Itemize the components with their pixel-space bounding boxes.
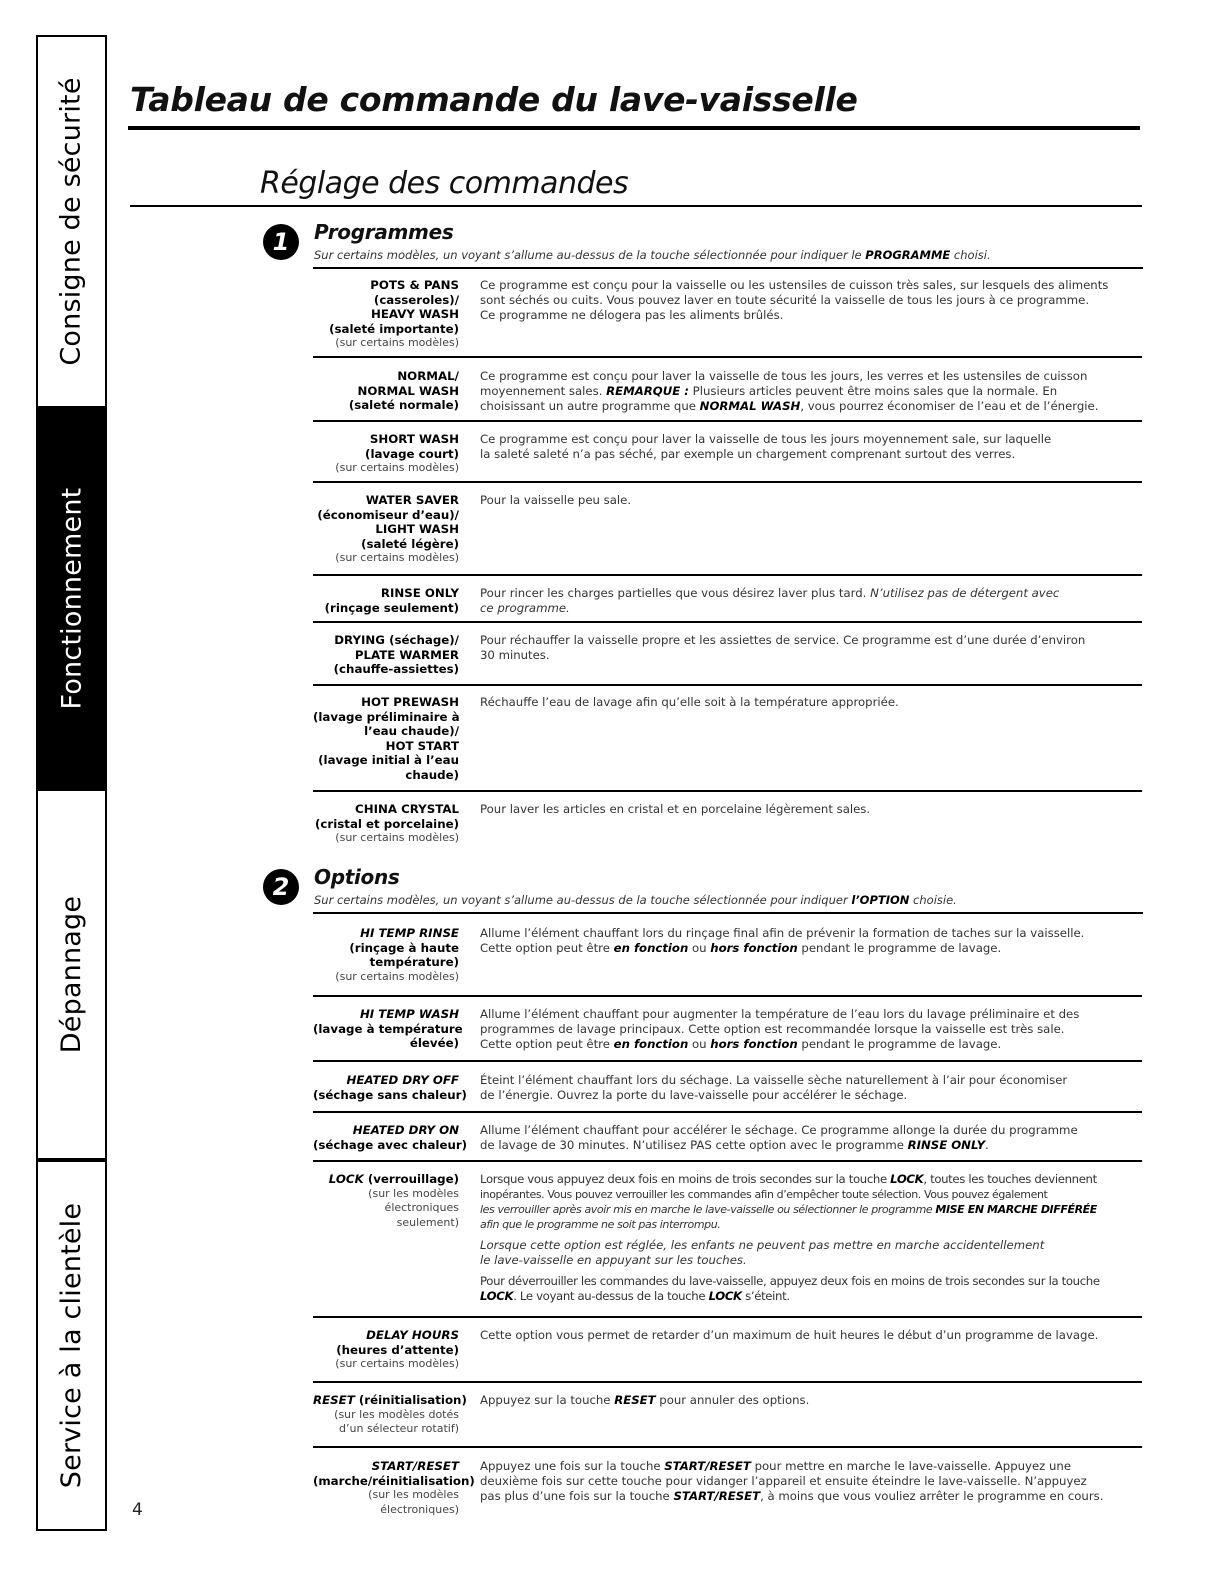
row-divider xyxy=(313,481,1142,483)
control-name-line xyxy=(313,1007,459,1022)
row-divider xyxy=(313,1111,1142,1113)
description-line: Cette option peut être en fonction ou hors fonction pendant le programme de lavage. xyxy=(480,1037,1002,1051)
description-line: Ce programme est conçu pour la vaisselle ou les ustensiles de cuisson très sales, sur lesquels des aliments xyxy=(480,278,1109,292)
control-name-line: (rinçage seulement) xyxy=(324,600,459,615)
control-key-name: DELAY HOURS xyxy=(366,1328,459,1342)
description-line: Allume l’élément chauffant lors du rinçage final afin de prévenir la formation de taches sur la vaisselle. xyxy=(480,926,1085,940)
description-line: choisissant un autre programme que NORMAL WASH, vous pourrez économiser de l’eau et de l’énergie. xyxy=(480,399,1099,413)
side-tab-securite[interactable] xyxy=(36,35,107,408)
description-line: Appuyez sur la touche RESET pour annuler des options. xyxy=(480,1393,810,1407)
description-line: Pour rincer les charges partielles que vous désirez laver plus tard. N’utilisez pas de détergent avec xyxy=(480,586,1060,600)
row-divider xyxy=(313,1160,1142,1162)
control-name-line: PLATE WARMER xyxy=(354,647,459,662)
control-name-line: (saleté importante) xyxy=(329,321,459,336)
model-note: électroniques xyxy=(384,1201,459,1215)
description-line: Éteint l’élément chauffant lors du séchage. La vaisselle sèche naturellement à l’air pour économiser xyxy=(480,1073,1068,1087)
control-description xyxy=(480,586,1142,616)
control-name-line: élevée) xyxy=(409,1036,459,1051)
section-divider xyxy=(130,205,1142,207)
description-line: Cette option vous permet de retarder d’un maximum de huit heures le début d’un programme de lavage. xyxy=(480,1328,1099,1342)
model-note: (sur les modèles xyxy=(368,1186,459,1200)
control-name xyxy=(313,369,459,413)
control-description xyxy=(480,1123,1142,1153)
description-line: Allume l’élément chauffant pour accélérer le séchage. Ce programme allonge la durée du programme xyxy=(480,1123,1078,1137)
title-divider xyxy=(128,126,1140,130)
description-line: programmes de lavage principaux. Cette option est recommandée lorsque la vaisselle est très sale. xyxy=(480,1022,1065,1036)
control-name-line xyxy=(313,1328,459,1343)
control-name-line: WATER SAVER xyxy=(365,493,459,507)
description-line: la saleté saleté n’a pas séché, par exemple un chargement comprenant surtout des verres. xyxy=(480,447,1016,461)
number-badge: 2 xyxy=(263,869,299,905)
side-navigation xyxy=(36,35,107,1531)
control-description xyxy=(480,1459,1142,1504)
row-divider xyxy=(313,684,1142,686)
description-line: Ce programme est conçu pour laver la vaisselle de tous les jours moyennement sale, sur laquelle xyxy=(480,432,1052,446)
control-name xyxy=(313,633,459,677)
description-line: LOCK. Le voyant au-dessus de la touche LOCK s’éteint. xyxy=(480,1289,790,1303)
control-name-line: NORMAL/ xyxy=(397,369,459,383)
side-tab-label: Fonctionnement xyxy=(56,487,87,710)
control-name-line xyxy=(313,926,459,941)
control-name-line xyxy=(313,1123,459,1138)
description-line: deuxième fois sur cette touche pour vidanger l’appareil et ensuite éteindre le lave-vaisselle. N’appuyez xyxy=(480,1474,1087,1488)
control-description xyxy=(480,1328,1142,1343)
control-key-name: HI TEMP WASH xyxy=(359,1007,459,1021)
control-name xyxy=(313,1328,459,1372)
description-line: moyennement sales. REMARQUE : Plusieurs articles peuvent être moins sales que la normale. En xyxy=(480,384,1058,398)
programmes-title: Programmes xyxy=(314,220,454,244)
page-title: Tableau de commande du lave-vaisselle xyxy=(130,80,858,119)
control-name xyxy=(313,586,459,615)
description-line: 30 minutes. xyxy=(480,648,550,662)
side-tab-label: Consigne de sécurité xyxy=(56,77,88,366)
control-name-line: LIGHT WASH xyxy=(375,522,459,537)
description-line: de l’énergie. Ouvrez la porte du lave-vaisselle pour accélérer le séchage. xyxy=(480,1088,908,1102)
control-description xyxy=(480,1073,1142,1103)
side-tab-fonctionnement[interactable] xyxy=(36,408,107,789)
control-name-line: NORMAL WASH xyxy=(357,383,459,398)
description-line: Pour la vaisselle peu sale. xyxy=(480,493,632,507)
control-name xyxy=(313,432,459,476)
control-name-line: (chauffe-assiettes) xyxy=(333,662,459,677)
control-name xyxy=(313,802,459,846)
control-name xyxy=(313,1123,468,1152)
control-name-line: (séchage avec chaleur) xyxy=(313,1137,468,1152)
control-name-line: RINSE ONLY xyxy=(380,586,459,600)
control-name-line xyxy=(313,1172,459,1187)
control-description xyxy=(480,278,1142,323)
control-name-line xyxy=(313,1073,459,1088)
control-name-line: HEAVY WASH xyxy=(370,307,459,322)
control-description xyxy=(480,802,1142,817)
control-name xyxy=(313,493,459,566)
side-tab-label: Service à la clientèle xyxy=(56,1202,88,1489)
model-note: (sur les modèles dotés xyxy=(334,1407,459,1421)
description-line: pas plus d’une fois sur la touche START/RESET, à moins que vous vouliez arrêter le programme en cours. xyxy=(480,1489,1104,1503)
control-name xyxy=(313,1073,467,1102)
control-name xyxy=(313,926,459,984)
control-name-line: (saleté légère) xyxy=(361,536,459,551)
control-key-suffix: (verrouillage) xyxy=(363,1172,459,1186)
control-name-line: (lavage court) xyxy=(365,446,459,461)
control-name-line: (rinçage à haute xyxy=(349,940,459,955)
control-name-line: (marche/réinitialisation) xyxy=(313,1473,475,1488)
control-name-line: (saleté normale) xyxy=(348,398,459,413)
number-badge: 1 xyxy=(263,224,299,260)
model-note: (sur certains modèles) xyxy=(335,831,459,845)
control-description xyxy=(480,695,1142,710)
row-divider xyxy=(313,356,1142,358)
heading-divider xyxy=(313,912,1143,914)
model-note: (sur certains modèles) xyxy=(335,336,459,350)
control-key-name: HEATED DRY ON xyxy=(352,1123,459,1137)
model-note: (sur certains modèles) xyxy=(335,1357,459,1371)
description-line: sont séchés ou cuits. Vous pouvez laver en toute sécurité la vaisselle de tous les jours à ce programme. xyxy=(480,293,1090,307)
model-note: électroniques) xyxy=(380,1502,459,1516)
control-description xyxy=(480,1172,1142,1304)
description-line: de lavage de 30 minutes. N’utilisez PAS cette option avec le programme RINSE ONLY. xyxy=(480,1138,989,1152)
model-note: (sur certains modèles) xyxy=(335,969,459,983)
control-name xyxy=(313,1007,463,1051)
description-line: Pour déverrouiller les commandes du lave-vaisselle, appuyez deux fois en moins de trois secondes sur la touche xyxy=(480,1274,1100,1288)
row-divider xyxy=(313,1381,1142,1383)
model-note: seulement) xyxy=(396,1215,459,1229)
row-divider xyxy=(313,621,1142,623)
control-name-line: chaude) xyxy=(405,767,459,782)
control-description xyxy=(480,1007,1142,1052)
description-line: ce programme. xyxy=(480,601,570,615)
control-name xyxy=(313,278,459,351)
side-tab-service[interactable] xyxy=(36,1160,107,1531)
row-divider xyxy=(313,574,1142,576)
side-tab-depannage[interactable] xyxy=(36,789,107,1160)
control-name-line xyxy=(313,1393,467,1408)
control-name-line: (cristal et porcelaine) xyxy=(315,816,459,831)
description-line: Ce programme est conçu pour laver la vaisselle de tous les jours, les verres et les ustensiles de cuisson xyxy=(480,369,1088,383)
control-name-line: température) xyxy=(369,955,459,970)
control-name-line: SHORT WASH xyxy=(369,432,459,446)
row-divider xyxy=(313,790,1142,792)
description-line: Lorsque vous appuyez deux fois en moins de trois secondes sur la touche LOCK, toutes les touches deviennent xyxy=(480,1172,1097,1186)
control-key-name: HEATED DRY OFF xyxy=(346,1073,459,1087)
control-description xyxy=(480,432,1142,462)
options-title: Options xyxy=(314,865,400,889)
control-name xyxy=(313,1393,467,1437)
control-name-line: (heures d’attente) xyxy=(336,1342,459,1357)
control-description xyxy=(480,926,1142,956)
side-tab-label: Dépannage xyxy=(56,895,87,1054)
model-note: (sur certains modèles) xyxy=(335,551,459,565)
model-note: (sur certains modèles) xyxy=(335,461,459,475)
model-note: d’un sélecteur rotatif) xyxy=(339,1422,459,1436)
control-key-name: LOCK xyxy=(328,1172,364,1186)
control-description xyxy=(480,369,1142,414)
heading-divider xyxy=(313,267,1143,269)
description-line: Réchauffe l’eau de lavage afin qu’elle soit à la température appropriée. xyxy=(480,695,899,709)
control-name-line: DRYING (séchage)/ xyxy=(334,633,459,647)
control-name-line: l’eau chaude)/ xyxy=(364,724,459,739)
control-name-line: (économiseur d’eau)/ xyxy=(317,507,459,522)
control-name-line xyxy=(313,1459,459,1474)
description-line: Lorsque cette option est réglée, les enfants ne peuvent pas mettre en marche accidentellement xyxy=(480,1238,1045,1252)
description-line: Cette option peut être en fonction ou hors fonction pendant le programme de lavage. xyxy=(480,941,1002,955)
control-name xyxy=(313,1172,459,1230)
control-name-line: (lavage préliminaire à xyxy=(313,709,460,724)
control-name-line: POTS & PANS xyxy=(370,278,459,292)
model-note: (sur les modèles xyxy=(368,1488,459,1502)
description-line: Pour laver les articles en cristal et en porcelaine légèrement sales. xyxy=(480,802,871,816)
description-line: Appuyez une fois sur la touche START/RESET pour mettre en marche le lave-vaisselle. Appuyez une xyxy=(480,1459,1072,1473)
control-name xyxy=(313,695,459,783)
control-name-line: (séchage sans chaleur) xyxy=(313,1087,467,1102)
control-name-line: (casseroles)/ xyxy=(373,292,459,307)
description-line: Ce programme ne délogera pas les aliments brûlés. xyxy=(480,308,784,322)
row-divider xyxy=(313,1446,1142,1448)
control-key-name: START/RESET xyxy=(371,1459,459,1473)
row-divider xyxy=(313,995,1142,997)
options-note: Sur certains modèles, un voyant s’allume au-dessus de la touche sélectionnée pour indiquer l’OPTION choisie. xyxy=(314,893,957,907)
control-name-line: CHINA CRYSTAL xyxy=(355,802,459,816)
control-description xyxy=(480,1393,1142,1408)
description-line: inopérantes. Vous pouvez verrouiller les commandes afin d’empêcher toute sélection. Vous pouvez également xyxy=(480,1188,1048,1201)
control-name xyxy=(313,1459,475,1517)
description-line: afin que le programme ne soit pas interrompu. xyxy=(480,1218,721,1231)
control-description xyxy=(480,633,1142,663)
control-key-suffix: (réinitialisation) xyxy=(354,1393,467,1407)
control-name-line: (lavage initial à l’eau xyxy=(318,753,459,768)
description-line: les verrouiller après avoir mis en marche le lave-vaisselle ou sélectionner le programme MISE EN MARCHE DIFFÉRÉE xyxy=(480,1203,1097,1216)
control-key-name: RESET xyxy=(313,1393,355,1407)
programmes-note: Sur certains modèles, un voyant s’allume au-dessus de la touche sélectionnée pour indiquer le PROGRAMME choisi. xyxy=(314,248,991,262)
control-description xyxy=(480,493,1142,508)
description-line: Allume l’élément chauffant pour augmenter la température de l’eau lors du lavage préliminaire et des xyxy=(480,1007,1080,1021)
description-line: Pour réchauffer la vaisselle propre et les assiettes de service. Ce programme est d’une durée d’environ xyxy=(480,633,1086,647)
page-number: 4 xyxy=(132,1500,143,1520)
control-key-name: HI TEMP RINSE xyxy=(360,926,459,940)
row-divider xyxy=(313,420,1142,422)
row-divider xyxy=(313,1060,1142,1062)
control-name-line: HOT START xyxy=(385,738,459,753)
section-title: Réglage des commandes xyxy=(260,166,629,201)
description-line: le lave-vaisselle en appuyant sur les touches. xyxy=(480,1253,747,1267)
control-name-line: HOT PREWASH xyxy=(361,695,459,709)
row-divider xyxy=(313,1316,1142,1318)
control-name-line: (lavage à température xyxy=(313,1021,463,1036)
